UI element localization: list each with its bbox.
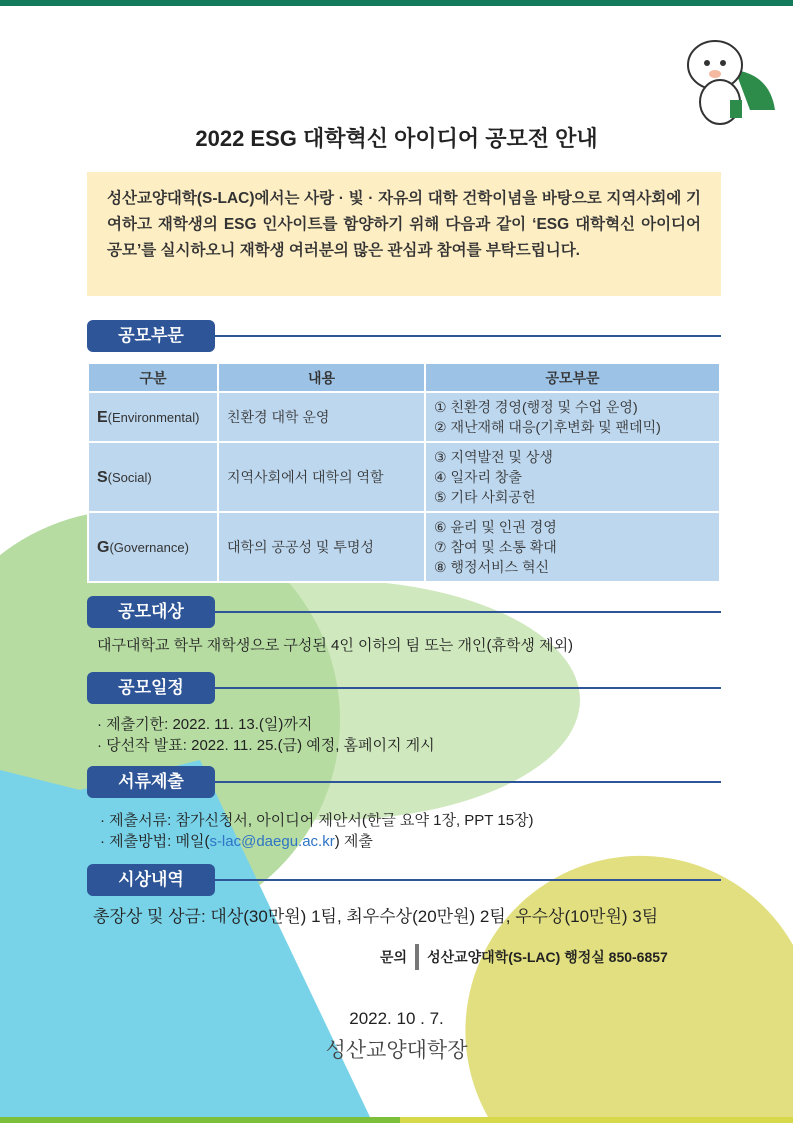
method-prefix: · 제출방법: 메일(	[100, 833, 210, 850]
item: ① 친환경 경영(행정 및 수업 운영)	[434, 399, 638, 415]
divider	[415, 944, 419, 970]
divider	[215, 781, 721, 783]
section-submission	[87, 766, 721, 798]
section-category	[87, 320, 721, 352]
issuer: 성산교양대학장	[325, 1039, 468, 1062]
method-suffix: ) 제출	[334, 833, 373, 850]
code: S	[97, 468, 108, 486]
intro-box: 성산교양대학(S-LAC)에서는 사랑 · 빛 · 자유의 대학 건학이념을 바탕으로 지역사회에 기여하고 재학생의 ESG 인사이트를 함양하기 위해 다음과 같이 ‘ESG 대학혁신 아이디어 공모’를 실시하오니 재학생 여러분의 많은 관심과 참여를 부탁드립니다.	[87, 172, 721, 296]
bottom-bar-yellow	[400, 1117, 793, 1123]
content: 지역사회에서 대학의 역할	[218, 442, 425, 512]
section-target	[87, 596, 721, 628]
content: 친환경 대학 운영	[218, 392, 425, 442]
section-awards	[87, 864, 721, 896]
category-table	[87, 362, 721, 583]
submission-docs: · 제출서류: 참가신청서, 아이디어 제안서(한글 요약 1장, PPT 15장)	[100, 812, 534, 829]
table-row	[88, 392, 720, 442]
item: ② 재난재해 대응(기후변화 및 팬데믹)	[434, 419, 661, 435]
contact-label: 문의	[380, 948, 408, 965]
code: G	[97, 538, 110, 556]
schedule-item: · 제출기한: 2022. 11. 13.(일)까지	[97, 716, 313, 733]
section-schedule	[87, 672, 721, 704]
target-text: 대구대학교 학부 재학생으로 구성된 4인 이하의 팀 또는 개인(휴학생 제외)	[97, 637, 574, 654]
section-title: 공모대상	[87, 596, 215, 628]
date: 2022. 10 . 7.	[349, 1009, 444, 1028]
item: ⑤ 기타 사회공헌	[434, 489, 536, 505]
email-link[interactable]: s-lac@daegu.ac.kr	[209, 833, 335, 850]
section-title: 시상내역	[87, 864, 215, 896]
item: ⑥ 윤리 및 인권 경영	[434, 519, 557, 535]
page-title: 2022 ESG 대학혁신 아이디어 공모전 안내	[195, 126, 598, 151]
item: ⑦ 참여 및 소통 확대	[434, 539, 557, 555]
content: 대학의 공공성 및 투명성	[218, 512, 425, 582]
label: (Environmental)	[107, 409, 200, 425]
table-header: 공모부문	[425, 363, 720, 392]
label: (Governance)	[109, 539, 189, 555]
divider	[215, 611, 721, 613]
divider	[215, 335, 721, 337]
bottom-bar-green	[0, 1117, 400, 1123]
table-row	[88, 512, 720, 582]
tiger-mascot-icon	[680, 30, 780, 130]
section-title: 공모부문	[87, 320, 215, 352]
submission-list	[100, 810, 534, 852]
label: (Social)	[107, 469, 152, 485]
item: ④ 일자리 창출	[434, 469, 522, 485]
table-header: 내용	[218, 363, 425, 392]
divider	[215, 687, 721, 689]
contact-text: 성산교양대학(S-LAC) 행정실 850-6857	[427, 948, 668, 965]
contact	[380, 944, 668, 970]
item: ③ 지역발전 및 상생	[434, 449, 553, 465]
table-row	[88, 442, 720, 512]
awards-text: 총장상 및 상금: 대상(30만원) 1팀, 최우수상(20만원) 2팀, 우수상(10만원) 3팀	[93, 907, 659, 926]
section-title: 공모일정	[87, 672, 215, 704]
schedule-item: · 당선작 발표: 2022. 11. 25.(금) 예정, 홈페이지 게시	[97, 737, 435, 754]
schedule-list	[97, 714, 435, 756]
divider	[215, 879, 721, 881]
table-header: 구분	[88, 363, 218, 392]
section-title: 서류제출	[87, 766, 215, 798]
item: ⑧ 행정서비스 혁신	[434, 559, 549, 575]
code: E	[97, 408, 108, 426]
